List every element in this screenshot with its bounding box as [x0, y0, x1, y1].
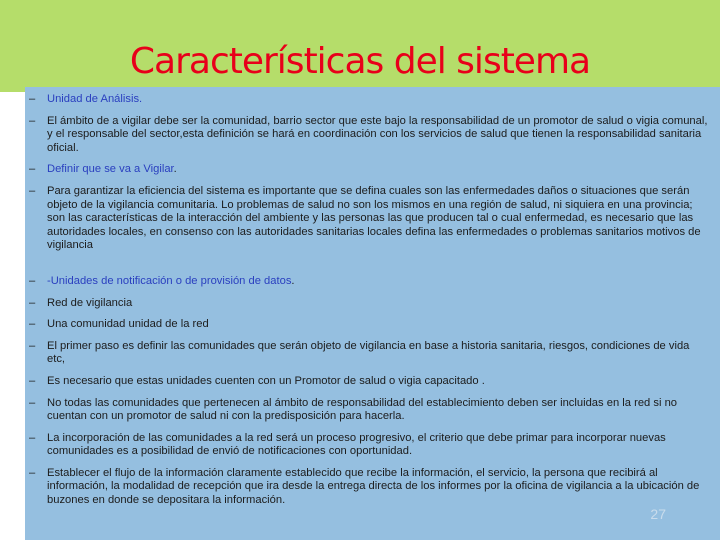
dash-icon: – — [29, 339, 36, 352]
content-panel — [25, 87, 720, 540]
dash-icon: – — [29, 466, 36, 479]
bullet-item: – La incorporación de las comunidades a la red será un proceso progresivo, el criterio que debe primar para incorporar nuevas comunidades es a posibilidad de envió de notificaciones con oportunidad. — [29, 431, 666, 458]
bullet-item: – El primer paso es definir las comunidades que serán objeto de vigilancia en base a historia sanitaria, riesgos, condiciones de vida etc, — [29, 339, 690, 366]
bullet-item: – Definir que se va a Vigilar. — [29, 163, 177, 176]
bullet-item: – Establecer el flujo de la información claramente establecido que recibe la información, el servicio, la persona que recibirá al información, la modalidad de recepción que ira desde la entrega directa de los informes por la oficina de vigilancia a la ubicación de buzones en donde se depositara la información. — [29, 466, 700, 507]
bullet-item: – Para garantizar la eficiencia del sistema es importante que se defina cuales son las enfermedades daños o situaciones que serán objeto de la vigilancia comunitaria. Lo problemas de salud no son los mismos en una región de salud, ni siquiera en una provincia; son las características de la interacción del ambiente y las personas las que producen tal o cual enfermedad, es necesario que las autoridades locales, en consenso con las autoridades sanitarias locales defina las enfermedades o problemas sanitarios motivos de vigilancia — [29, 184, 701, 252]
dash-icon: – — [29, 374, 36, 387]
dash-icon: – — [29, 163, 36, 176]
dash-icon: – — [29, 274, 36, 287]
bullet-item: – No todas las comunidades que pertenecen al ámbito de responsabilidad del establecimiento deben ser incluidas en la red si no cuentan con un promotor de salud ni con la predisposición para hacerla. — [29, 396, 678, 423]
bullet-item: – Unidad de Análisis. — [29, 93, 143, 105]
bullet-list — [29, 93, 710, 508]
dash-icon: – — [29, 296, 36, 309]
dash-icon: – — [29, 318, 36, 331]
dash-icon: – — [29, 93, 36, 105]
dash-icon: – — [29, 114, 36, 127]
bullet-item: – Es necesario que estas unidades cuenten con un Promotor de salud o vigia capacitado . — [29, 374, 485, 387]
dash-icon: – — [29, 396, 36, 409]
bullet-item: – -Unidades de notificación o de provisión de datos. — [29, 274, 295, 287]
bullet-item: – Red de vigilancia — [29, 296, 133, 309]
dash-icon: – — [29, 431, 36, 444]
bullet-item: – El ámbito de a vigilar debe ser la comunidad, barrio sector que este bajo la responsabilidad de un promotor de salud o vigia comunal, y el responsable del sector,esta definición se hará en coordinación con los servicios de salud que tienen la responsabilidad sanitaria oficial. — [29, 114, 708, 154]
dash-icon: – — [29, 184, 36, 197]
page-number: 27 — [650, 506, 666, 522]
slide-title: Características del sistema — [129, 41, 591, 82]
bullet-item: – Una comunidad unidad de la red — [29, 318, 209, 331]
